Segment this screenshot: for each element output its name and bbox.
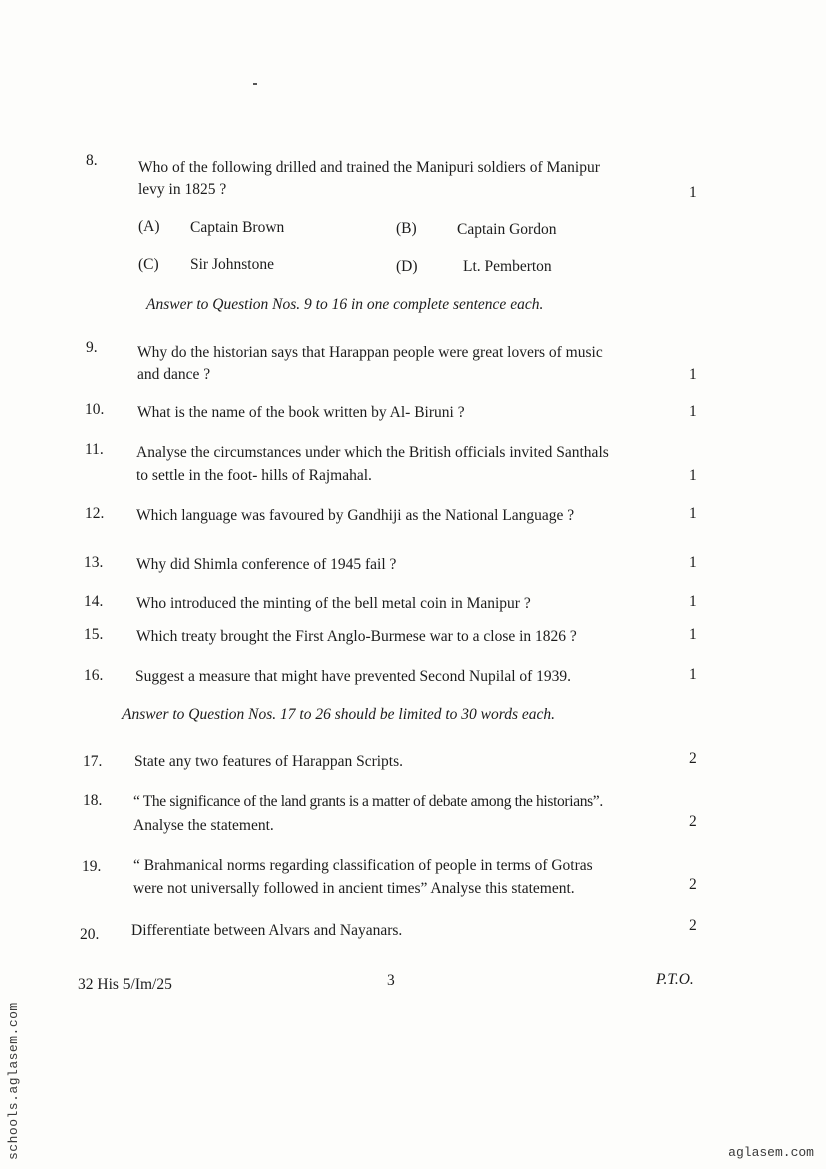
option-d-text: Lt. Pemberton <box>463 258 552 275</box>
instruction-9-16: Answer to Question Nos. 9 to 16 in one complete sentence each. <box>146 296 544 313</box>
question-marks: 1 <box>689 626 697 643</box>
question-text-cont: and dance ? <box>137 366 211 383</box>
question-text: “ Brahmanical norms regarding classification of people in terms of Gotras <box>133 857 593 874</box>
pto-label: P.T.O. <box>656 971 694 988</box>
side-watermark: schools.aglasem.com <box>6 1002 21 1160</box>
question-text: Why did Shimla conference of 1945 fail ? <box>136 556 397 573</box>
question-marks: 1 <box>689 505 697 522</box>
paper-code: 32 His 5/Im/25 <box>78 976 172 993</box>
question-text: Which language was favoured by Gandhiji as the National Language ? <box>136 507 575 524</box>
question-text: Which treaty brought the First Anglo-Burmese war to a close in 1826 ? <box>136 628 577 645</box>
question-marks: 2 <box>689 813 697 830</box>
question-number: 12. <box>85 505 105 522</box>
question-text: Who introduced the minting of the bell metal coin in Manipur ? <box>136 595 531 612</box>
question-number: 9. <box>86 339 98 356</box>
question-marks: 1 <box>689 554 697 571</box>
option-a-text: Captain Brown <box>190 219 285 236</box>
scan-speck <box>253 83 257 85</box>
question-text: Suggest a measure that might have prevented Second Nupilal of 1939. <box>135 668 572 685</box>
question-marks: 1 <box>689 593 697 610</box>
question-number: 16. <box>84 667 104 684</box>
question-text: Analyse the circumstances under which the British officials invited Santhals <box>136 444 609 461</box>
question-number: 17. <box>83 753 103 770</box>
question-number: 20. <box>80 926 100 943</box>
question-text-cont: levy in 1825 ? <box>138 181 227 198</box>
question-number: 14. <box>84 593 104 610</box>
question-text: State any two features of Harappan Scripts. <box>134 753 404 770</box>
question-number: 15. <box>84 626 104 643</box>
question-marks: 1 <box>689 184 697 201</box>
option-c-text: Sir Johnstone <box>190 256 274 273</box>
page-number: 3 <box>387 972 395 989</box>
question-marks: 2 <box>689 750 697 767</box>
question-marks: 2 <box>689 876 697 893</box>
bottom-watermark: aglasem.com <box>728 1145 814 1160</box>
question-text-cont: Analyse the statement. <box>133 817 274 834</box>
question-number: 8. <box>86 152 98 169</box>
question-text: What is the name of the book written by Al- Biruni ? <box>137 404 465 421</box>
question-text: “ The significance of the land grants is a matter of debate among the historians”. <box>133 793 603 810</box>
question-text: Who of the following drilled and trained the Manipuri soldiers of Manipur <box>138 159 600 176</box>
question-number: 13. <box>84 554 104 571</box>
question-number: 19. <box>82 858 102 875</box>
question-number: 18. <box>83 792 103 809</box>
question-marks: 1 <box>689 366 697 383</box>
question-text-cont: to settle in the foot- hills of Rajmahal. <box>136 467 372 484</box>
option-a-letter: (A) <box>138 218 160 235</box>
question-marks: 1 <box>689 403 697 420</box>
question-text: Why do the historian says that Harappan people were great lovers of music <box>137 344 603 361</box>
question-text: Differentiate between Alvars and Nayanars. <box>131 922 403 939</box>
option-c-letter: (C) <box>138 256 159 273</box>
instruction-17-26: Answer to Question Nos. 17 to 26 should be limited to 30 words each. <box>122 706 555 723</box>
question-marks: 1 <box>689 467 697 484</box>
question-marks: 1 <box>689 666 697 683</box>
question-number: 11. <box>85 441 104 458</box>
option-b-letter: (B) <box>396 220 417 237</box>
question-marks: 2 <box>689 917 697 934</box>
question-text-cont: were not universally followed in ancient times” Analyse this statement. <box>133 880 575 897</box>
question-number: 10. <box>85 401 105 418</box>
option-d-letter: (D) <box>396 258 418 275</box>
option-b-text: Captain Gordon <box>457 221 557 238</box>
